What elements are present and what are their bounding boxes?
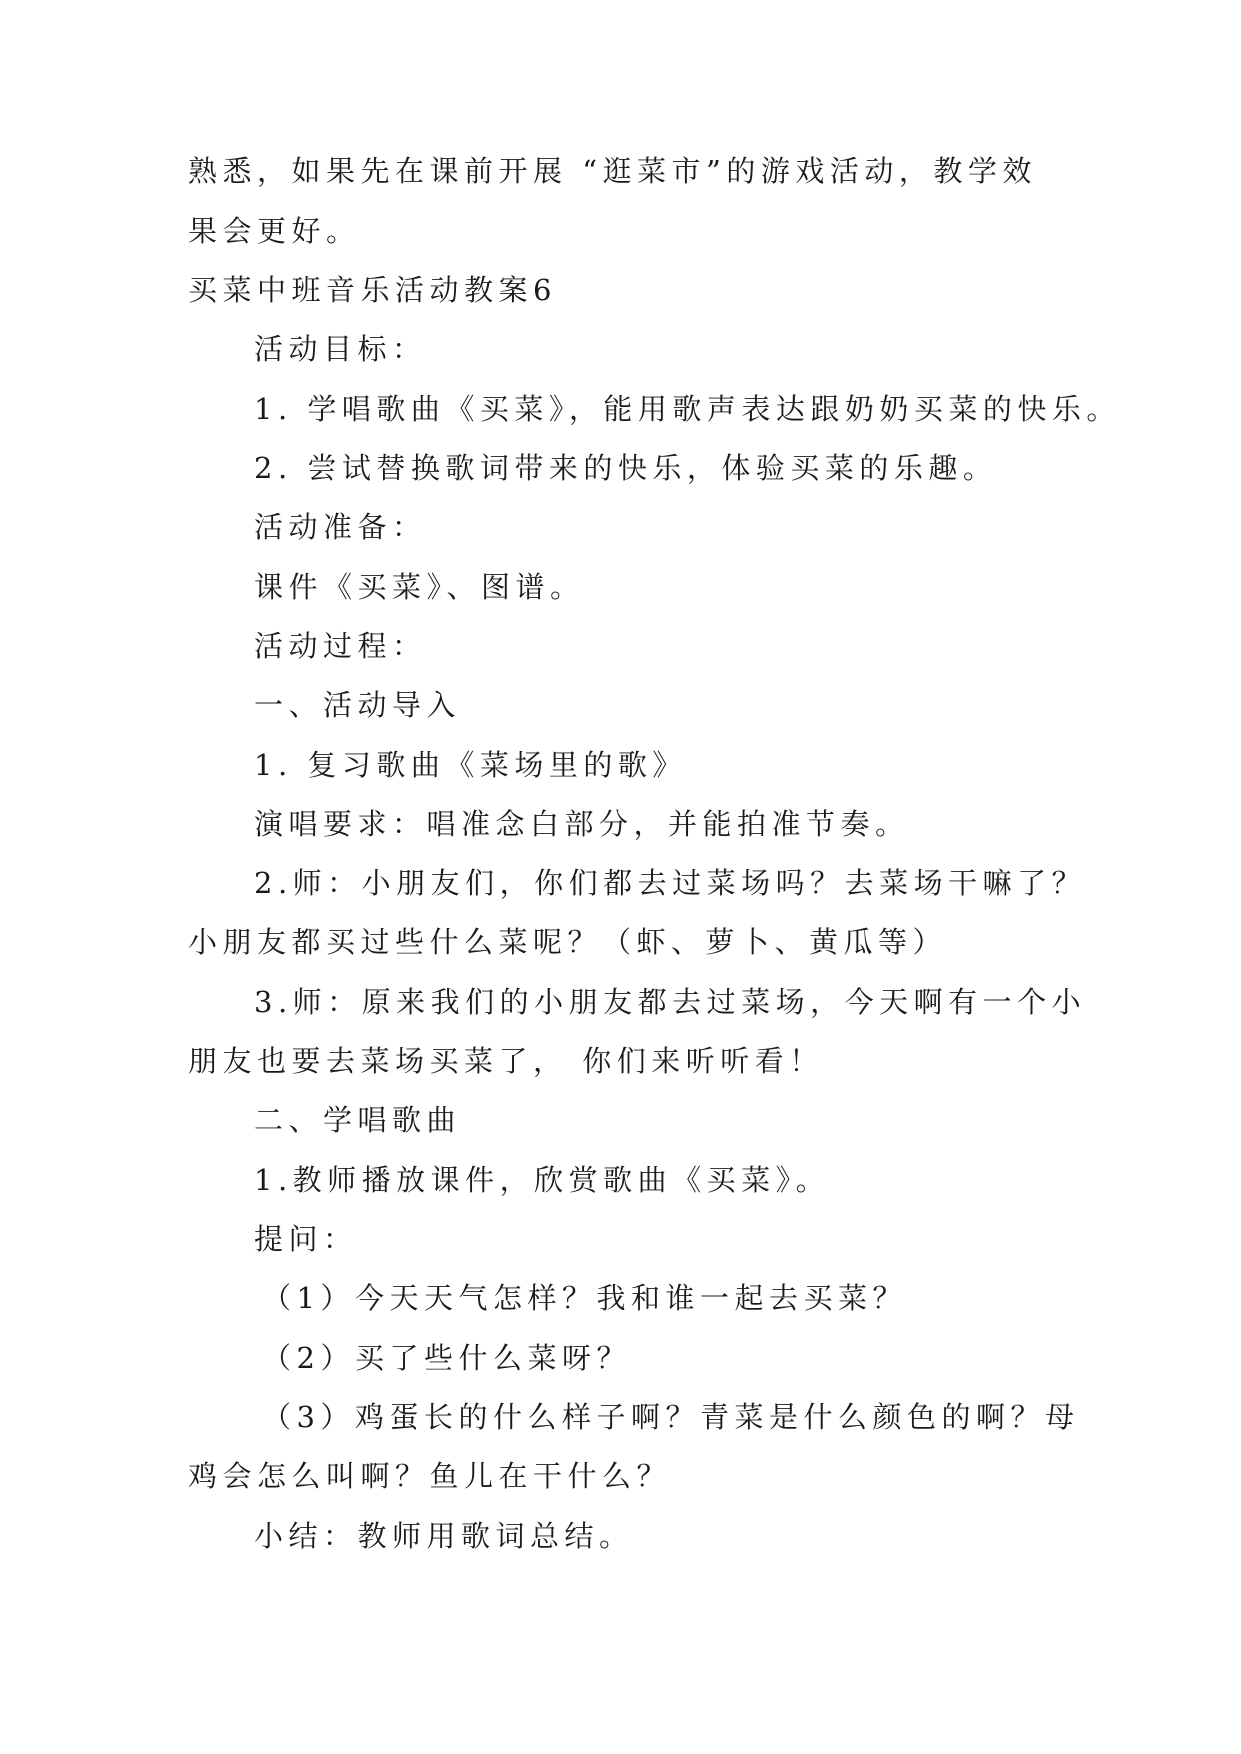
text-line: 活动目标： (254, 332, 427, 366)
list-item: （1）今天天气怎样？我和谁一起去买菜？ (262, 1281, 907, 1315)
list-item: 1. 复习歌曲《菜场里的歌》 (254, 748, 687, 782)
list-item: （3）鸡蛋长的什么样子啊？青菜是什么颜色的啊？母 (262, 1400, 1080, 1434)
text-line: 小朋友都买过些什么菜呢？（虾、萝卜、黄瓜等） (188, 925, 948, 959)
list-item: 2. 尝试替换歌词带来的快乐，体验买菜的乐趣。 (254, 451, 998, 485)
list-item: （2）买了些什么菜呀？ (262, 1341, 631, 1375)
text-line: 3.师：原来我们的小朋友都去过菜场，今天啊有一个小 (254, 985, 1087, 1019)
text-line: 活动准备： (254, 510, 427, 544)
section-heading: 买菜中班音乐活动教案6 (188, 273, 557, 307)
text-line: 演唱要求：唱准念白部分，并能拍准节奏。 (254, 807, 910, 841)
text-line: 活动过程： (254, 629, 427, 663)
text-line: 朋友也要去菜场买菜了， 你们来听听看！ (188, 1044, 824, 1078)
list-item: 1. 学唱歌曲《买菜》，能用歌声表达跟奶奶买菜的快乐。 (254, 392, 1121, 426)
text-line: 2.师：小朋友们，你们都去过菜场吗？去菜场干嘛了？ (254, 866, 1087, 900)
text-line: 一、活动导入 (254, 688, 462, 722)
text-line: 鸡会怎么叫啊？鱼儿在干什么？ (188, 1459, 672, 1493)
text-line: 小结：教师用歌词总结。 (254, 1519, 634, 1553)
text-line: 果会更好。 (188, 214, 361, 248)
text-line: 二、学唱歌曲 (254, 1103, 462, 1137)
text-line: 提问： (254, 1222, 358, 1256)
text-line: 熟悉，如果先在课前开展 “逛菜市”的游戏活动，教学效 (188, 154, 1037, 188)
text-line: 课件《买菜》、图谱。 (254, 570, 585, 604)
list-item: 1.教师播放课件，欣赏歌曲《买菜》。 (254, 1163, 831, 1197)
